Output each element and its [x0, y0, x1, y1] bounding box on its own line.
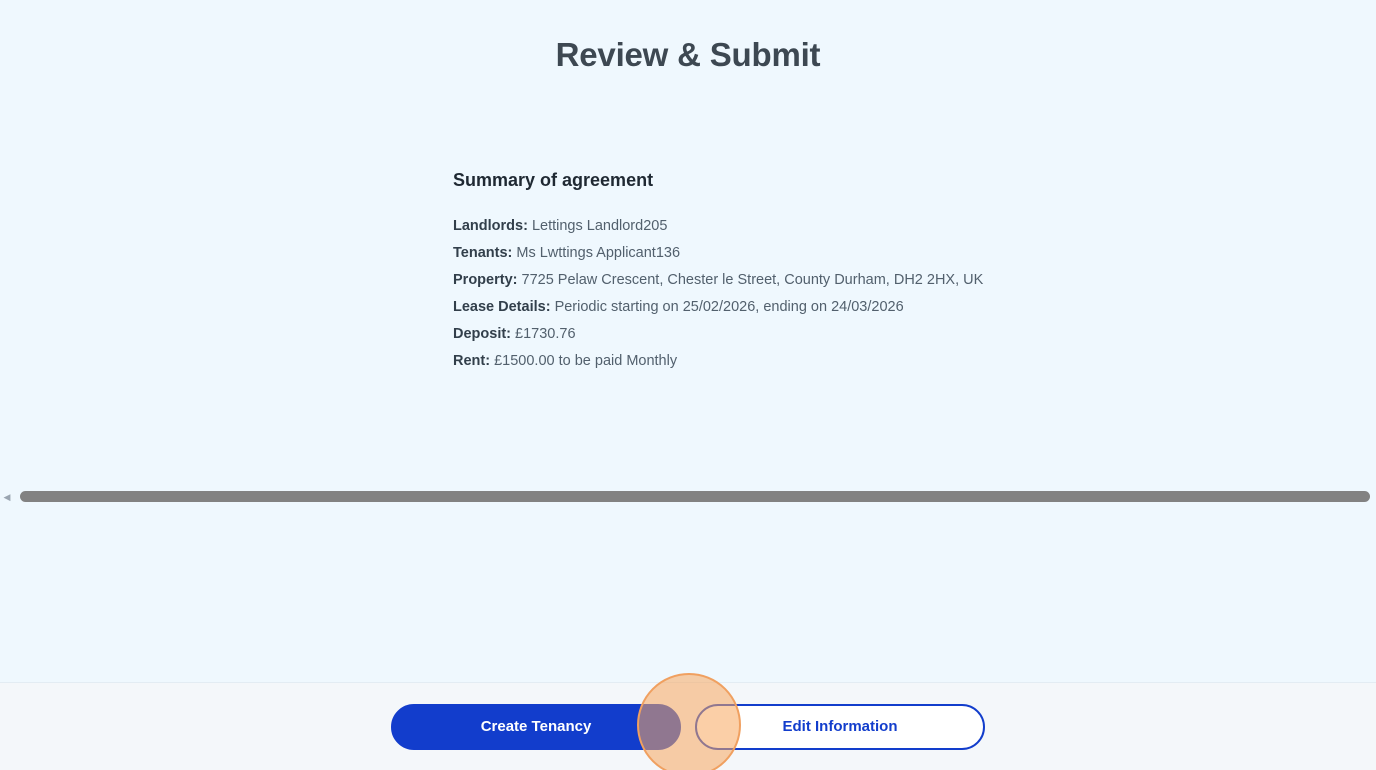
rent-label: Rent: [453, 353, 491, 369]
summary-row-landlords [453, 213, 1153, 240]
summary-heading: Summary of agreement [453, 170, 654, 190]
summary-row-property [453, 267, 1153, 294]
scrollbar-track[interactable] [14, 486, 1376, 508]
summary-row-deposit [453, 321, 1153, 348]
summary-row-tenants [453, 240, 1153, 267]
tenants-value: Ms Lwttings Applicant136 [516, 245, 681, 261]
landlords-value: Lettings Landlord205 [531, 218, 668, 234]
action-bar [0, 682, 1376, 770]
edit-information-button[interactable]: Edit Information [695, 704, 985, 750]
landlords-label: Landlords: [453, 218, 528, 234]
property-label: Property: [453, 272, 518, 288]
summary-row-lease-details [453, 294, 1153, 321]
tenants-label: Tenants: [453, 245, 513, 261]
page-title: Review & Submit [555, 36, 821, 73]
deposit-value: £1730.76 [515, 326, 576, 342]
summary-row-rent [453, 348, 1153, 375]
deposit-label: Deposit: [453, 326, 511, 342]
horizontal-scrollbar[interactable] [0, 486, 1376, 508]
property-value: 7725 Pelaw Crescent, Chester le Street, County Durham, DH2 2HX, UK [521, 272, 984, 288]
lease-details-label: Lease Details: [453, 299, 551, 315]
create-tenancy-button[interactable]: Create Tenancy [391, 704, 681, 750]
lease-details-value: Periodic starting on 25/02/2026, ending on 24/03/2026 [554, 299, 904, 315]
summary-of-agreement-section [453, 170, 1153, 375]
scroll-left-arrow-icon[interactable]: ◀ [3, 491, 11, 502]
scrollbar-thumb[interactable] [20, 491, 1370, 502]
rent-value: £1500.00 to be paid Monthly [494, 353, 678, 369]
